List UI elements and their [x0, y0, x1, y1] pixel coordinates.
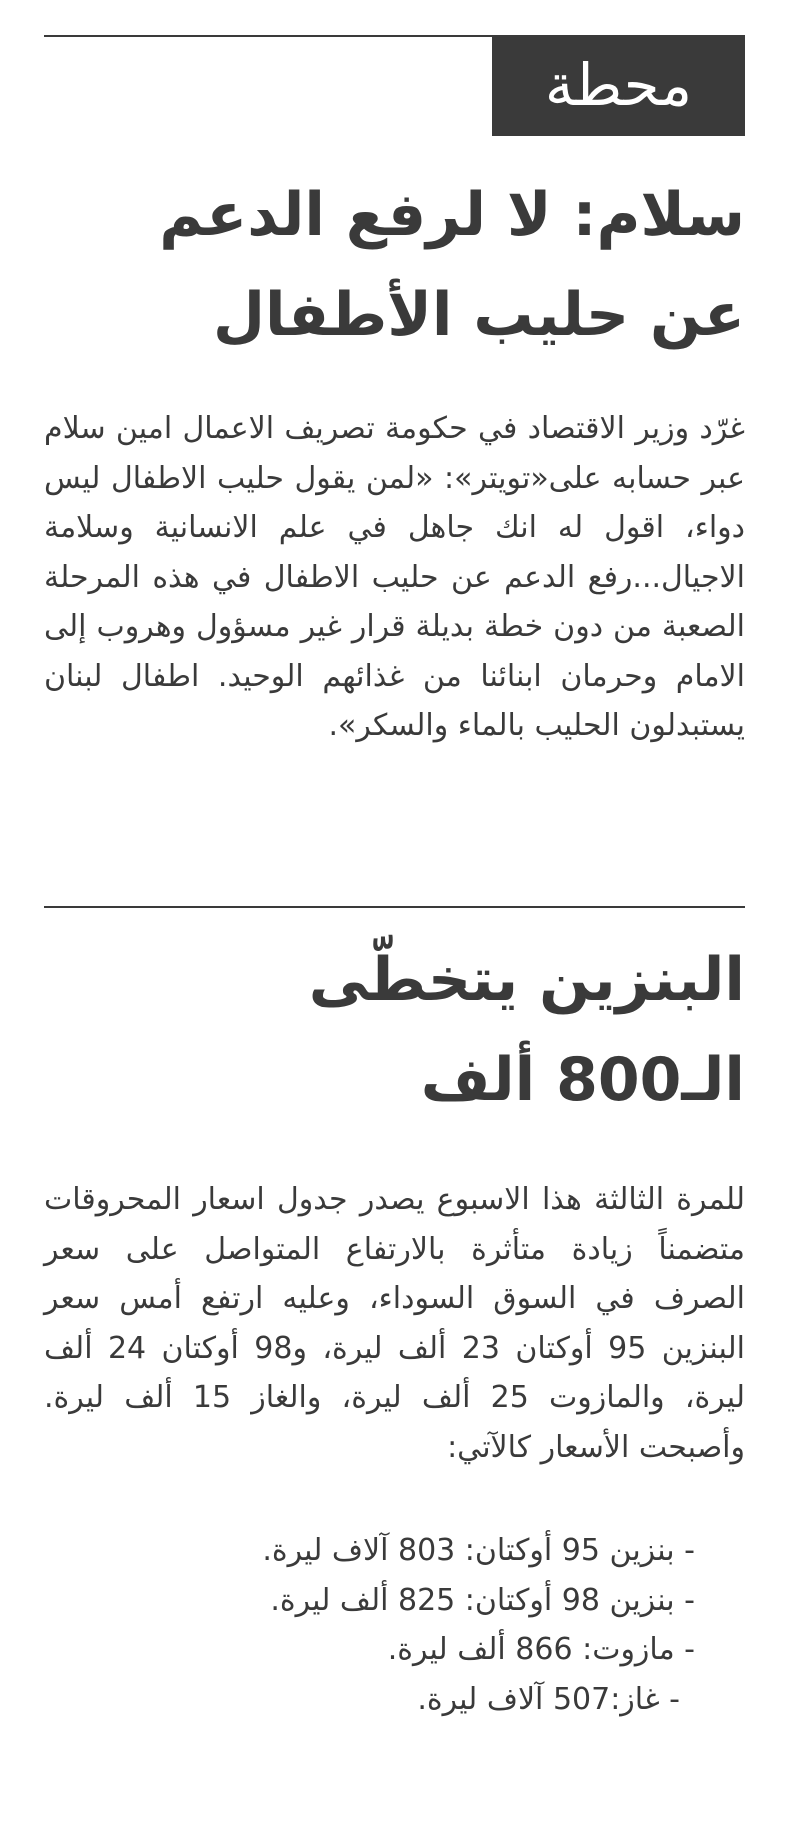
article1-headline-line1: سلام: لا لرفع الدعم	[159, 180, 745, 250]
news-page	[44, 0, 745, 1844]
article1-headline	[44, 165, 745, 365]
price-item-gas: - غاز:507 آلاف ليرة.	[417, 1681, 680, 1717]
article2-headline-line1: البنزين يتخطّى	[308, 945, 745, 1015]
article1-body: غرّد وزير الاقتصاد في حكومة تصريف الاعمال امين سلام عبر حسابه على«تويتر»: «لمن يقول حليب الاطفال ليس دواء، اقول له انك جاهل في علم الانسانية وسلامة الاجيال...رفع الدعم عن حليب الاطفال في هذه المرحلة الصعبة من دون خطة بديلة قرار غير مسؤول وهروب إلى الامام وحرمان ابنائنا من غذائهم الوحيد. اطفال لبنان يستبدلون الحليب بالماء والسكر».	[44, 411, 745, 743]
article2-body: للمرة الثالثة هذا الاسبوع يصدر جدول اسعار المحروقات متضمناً زيادة متأثرة بالارتفاع المتواصل على سعر الصرف في السوق السوداء، وعليه ارتفع أمس سعر البنزين 95 أوكتان 23 ألف ليرة، و98 أوكتان 24 ألف ليرة، والمازوت 25 ألف ليرة، والغاز 15 ألف ليرة. وأصبحت الأسعار كالآتي:	[44, 1182, 746, 1465]
article1-headline-line2: عن حليب الأطفال	[212, 280, 745, 350]
article2-headline-line2: الـ800 ألف	[420, 1045, 745, 1115]
price-item-gasoline-98: - بنزين 98 أوكتان: 825 ألف ليرة.	[270, 1582, 695, 1618]
price-item-diesel: - مازوت: 866 ألف ليرة.	[387, 1632, 695, 1667]
price-item-gasoline-95: - بنزين 95 أوكتان: 803 آلاف ليرة.	[262, 1533, 695, 1568]
article-divider	[44, 906, 745, 908]
section-label-badge: محطة	[492, 35, 745, 136]
fuel-price-list	[262, 1526, 695, 1724]
article2-headline	[44, 930, 745, 1130]
